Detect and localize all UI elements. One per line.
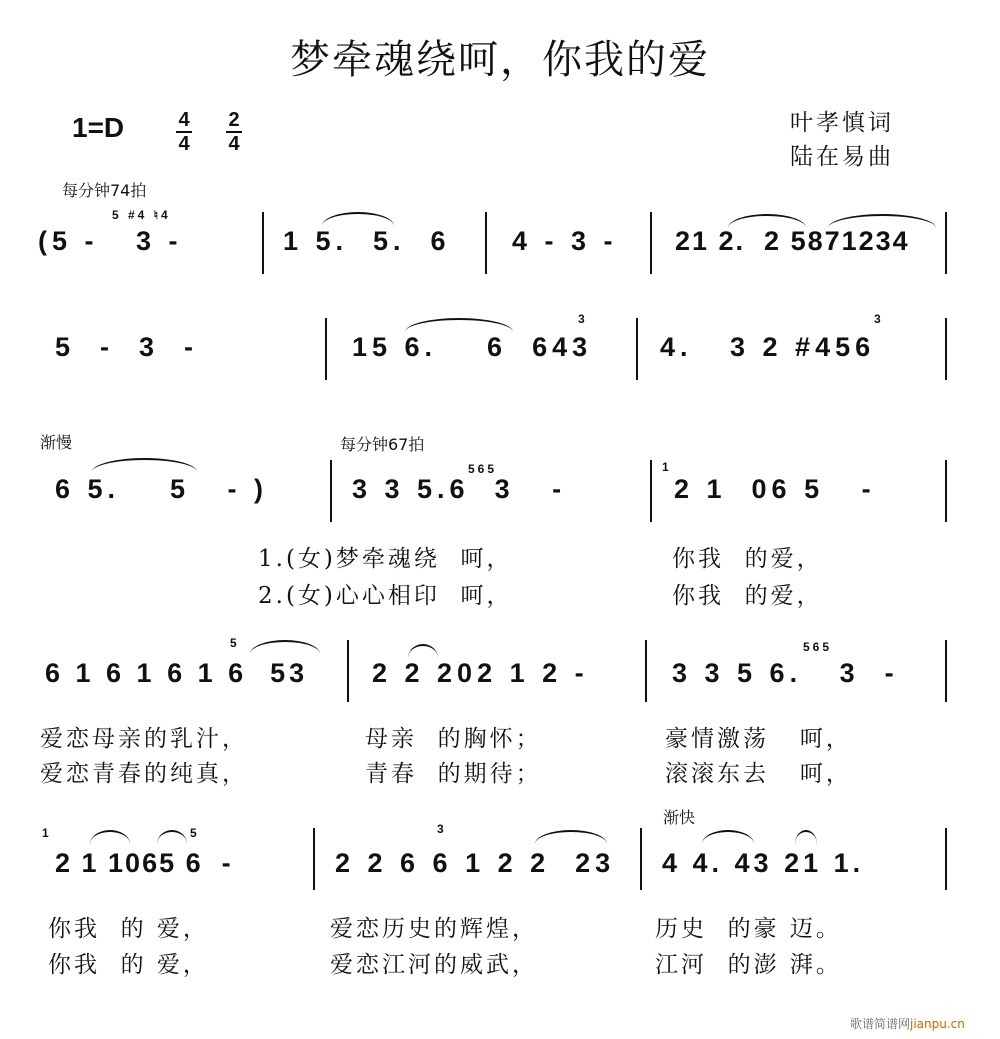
time-signature-4-4 (176, 110, 192, 154)
barline (347, 640, 349, 702)
barline (645, 640, 647, 702)
grace-notes: 565 (803, 640, 833, 654)
lyric-verse1: 你我 的爱， (672, 546, 823, 572)
lyric-verse2: 爱恋青春的纯真， (40, 761, 248, 787)
ts-top: 2 (228, 109, 240, 131)
measure: 3 3 5 6. 3 - (672, 658, 899, 688)
grace-notes: 5 #4 ♮4 (112, 208, 171, 222)
time-signature-2-4 (226, 110, 242, 154)
measure: 6 5. 5 - ) (55, 474, 269, 504)
barline (945, 828, 947, 890)
tempo-marking: 每分钟74拍 (62, 181, 147, 200)
tuplet-mark: 3 (437, 822, 447, 836)
lyric-verse2: 青春 的期待； (365, 761, 542, 787)
lyric-verse2: 滚滚东去 呵， (665, 761, 852, 787)
barline (262, 212, 264, 274)
watermark-domain: jianpu.cn (910, 1017, 965, 1031)
measure: 6 1 6 1 6 1 6 53 (45, 658, 309, 688)
slur (90, 830, 130, 844)
slur (405, 318, 513, 332)
grace-notes: 5 (190, 826, 200, 840)
measure: 1 5. 5. 6 (283, 226, 451, 256)
slur (795, 830, 817, 844)
measure: 2 2 202 1 2 - (372, 658, 589, 688)
measure: 2 2 6 6 1 2 2 23 (335, 848, 616, 878)
barline (945, 318, 947, 380)
barline (650, 212, 652, 274)
tempo-marking: 渐慢 (40, 433, 73, 452)
lyric-verse2: 爱恋江河的威武， (330, 952, 538, 978)
song-title: 梦牵魂绕呵，你我的爱 (290, 37, 710, 83)
barline (636, 318, 638, 380)
barline (313, 828, 315, 890)
lyricist: 叶孝慎词 (790, 110, 894, 136)
composer: 陆在易曲 (790, 144, 894, 170)
measure: 2 1 06 5 - (674, 474, 876, 504)
lyric-verse2: 你我 的 爱， (48, 952, 209, 978)
tempo-marking: 渐快 (663, 808, 696, 827)
measure: 3 3 5.6 3 - (352, 474, 567, 504)
watermark (850, 1015, 965, 1032)
slur (702, 830, 754, 844)
barline (330, 460, 332, 522)
ts-bottom: 4 (178, 133, 190, 155)
barline (640, 828, 642, 890)
measure: 15 6. 6 643 (352, 332, 593, 362)
ts-top: 4 (178, 109, 190, 131)
lyric-verse1: 历史 的豪 迈。 (655, 916, 842, 942)
slur (250, 640, 320, 654)
slur (92, 458, 197, 472)
lyric-verse1: 豪情激荡 呵， (665, 726, 852, 752)
slur (535, 830, 607, 844)
tempo-marking: 每分钟67拍 (340, 435, 425, 454)
lyric-verse1: 母亲 的胸怀； (365, 726, 542, 752)
slur (322, 212, 394, 226)
barline (945, 640, 947, 702)
lyric-verse1: 你我 的 爱， (48, 916, 209, 942)
slur (157, 830, 187, 844)
measure: 5 - 3 - (55, 332, 199, 362)
lyric-verse1: 爱恋母亲的乳汁， (40, 726, 248, 752)
grace-notes: 1 (42, 826, 52, 840)
watermark-site: 歌谱简谱网 (850, 1017, 911, 1031)
lyric-verse2: 你我 的爱， (672, 583, 823, 609)
key-signature: 1=D (72, 112, 125, 143)
grace-notes: 5 (230, 636, 240, 650)
tuplet-mark: 3 (874, 312, 884, 326)
measure: 4 - 3 - (512, 226, 618, 256)
lyric-verse2: 江河 的澎 湃。 (655, 952, 842, 978)
grace-notes: 565 (468, 462, 498, 476)
barline (945, 212, 947, 274)
measure: 2 1 1065 6 - (55, 848, 233, 878)
measure: (5 - 3 - (38, 226, 183, 256)
barline (650, 460, 652, 522)
lyric-verse2: 2.(女)心心相印 呵， (258, 583, 513, 609)
ts-bottom: 4 (228, 133, 240, 155)
measure: 4. 3 2 #456 (660, 332, 876, 362)
barline (485, 212, 487, 274)
measure: 4 4. 43 21 1. (662, 848, 865, 878)
lyric-verse1: 1.(女)梦牵魂绕 呵， (258, 546, 513, 572)
grace-notes: 1 (662, 460, 672, 474)
tuplet-mark: 3 (578, 312, 588, 326)
slur (408, 644, 438, 658)
barline (945, 460, 947, 522)
measure: 21 2. 2 5871234 (675, 226, 910, 256)
lyric-verse1: 爱恋历史的辉煌， (330, 916, 538, 942)
barline (325, 318, 327, 380)
